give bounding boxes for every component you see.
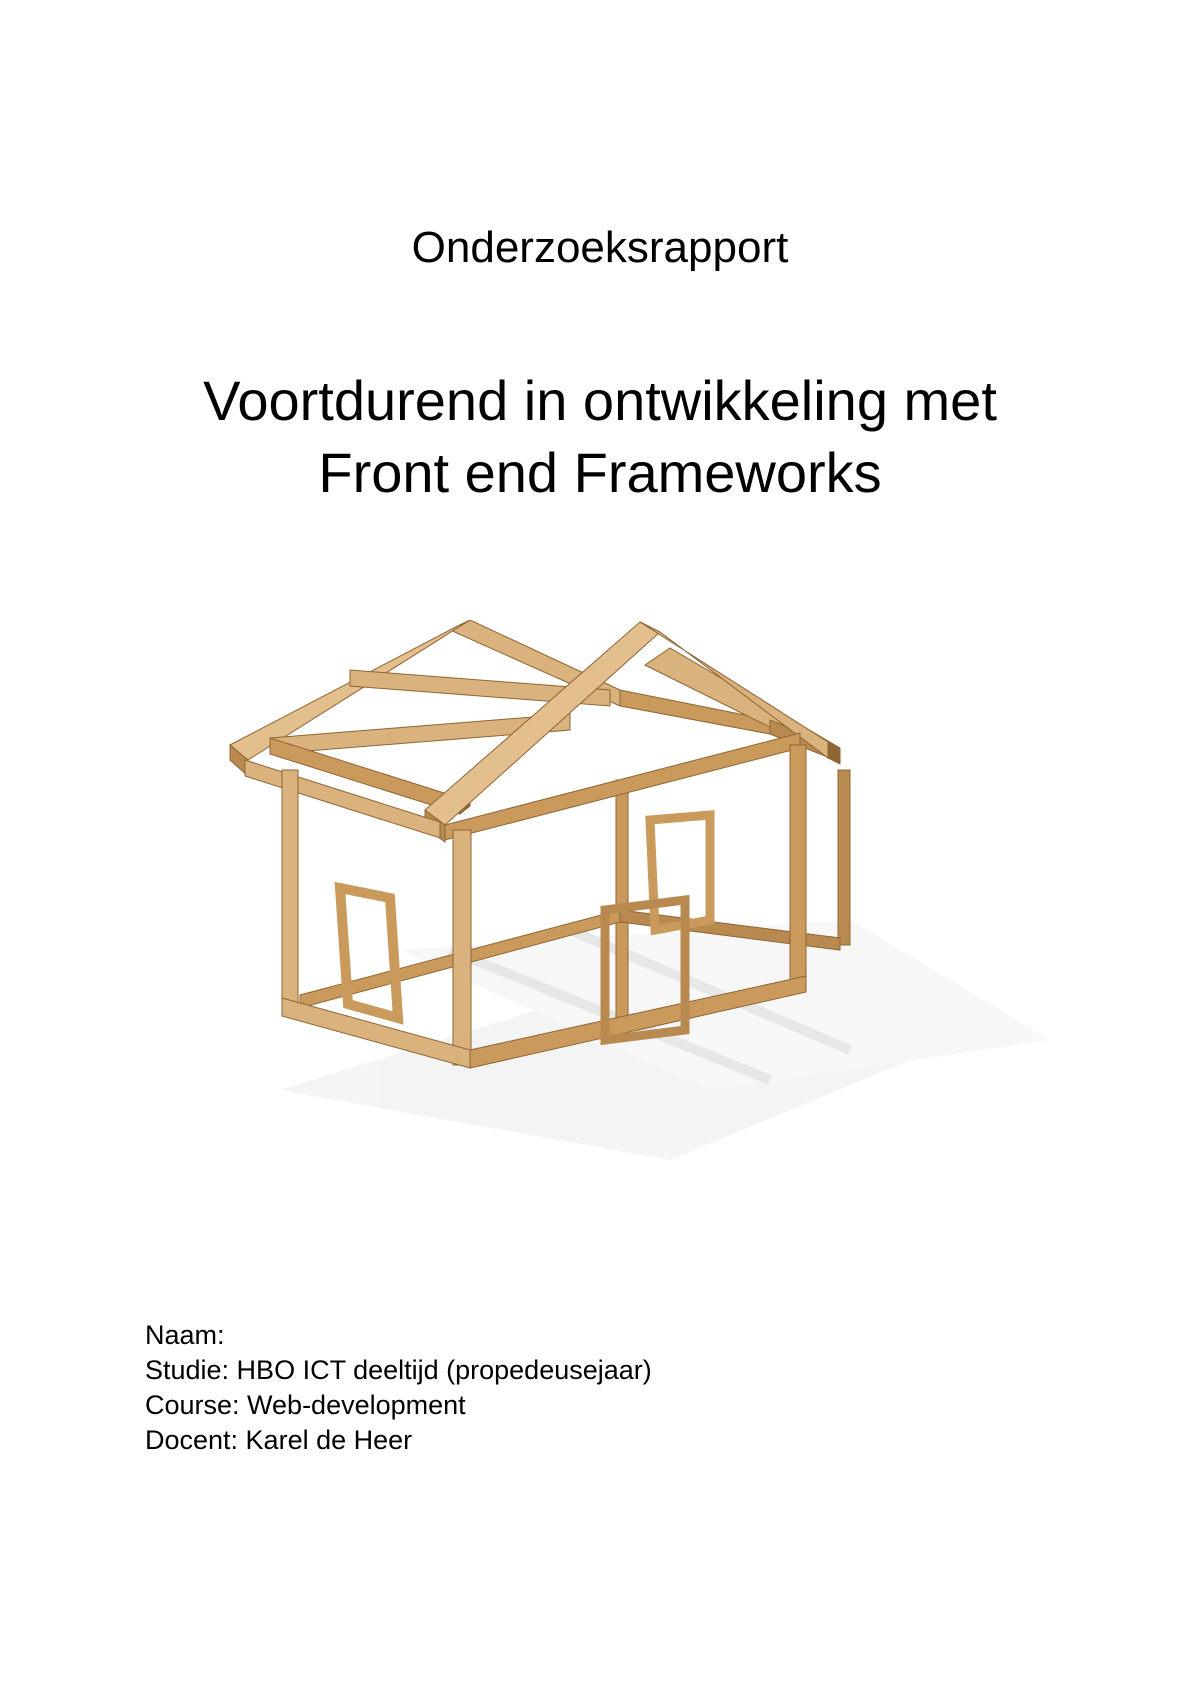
left-window <box>340 888 398 1018</box>
report-type-label: Onderzoeksrapport <box>411 223 789 272</box>
report-details <box>145 1318 652 1458</box>
detail-studie: Studie: HBO ICT deeltijd (propedeusejaar) <box>145 1355 652 1385</box>
detail-course: Course: Web-development <box>145 1390 466 1420</box>
detail-naam: Naam: <box>145 1320 225 1350</box>
house-frame-icon <box>150 620 1070 1160</box>
report-title-line-2: Front end Frameworks <box>318 441 882 504</box>
detail-docent: Docent: Karel de Heer <box>145 1425 413 1455</box>
report-title-line-1: Voortdurend in ontwikkeling met <box>203 369 997 432</box>
report-title <box>0 365 1200 509</box>
